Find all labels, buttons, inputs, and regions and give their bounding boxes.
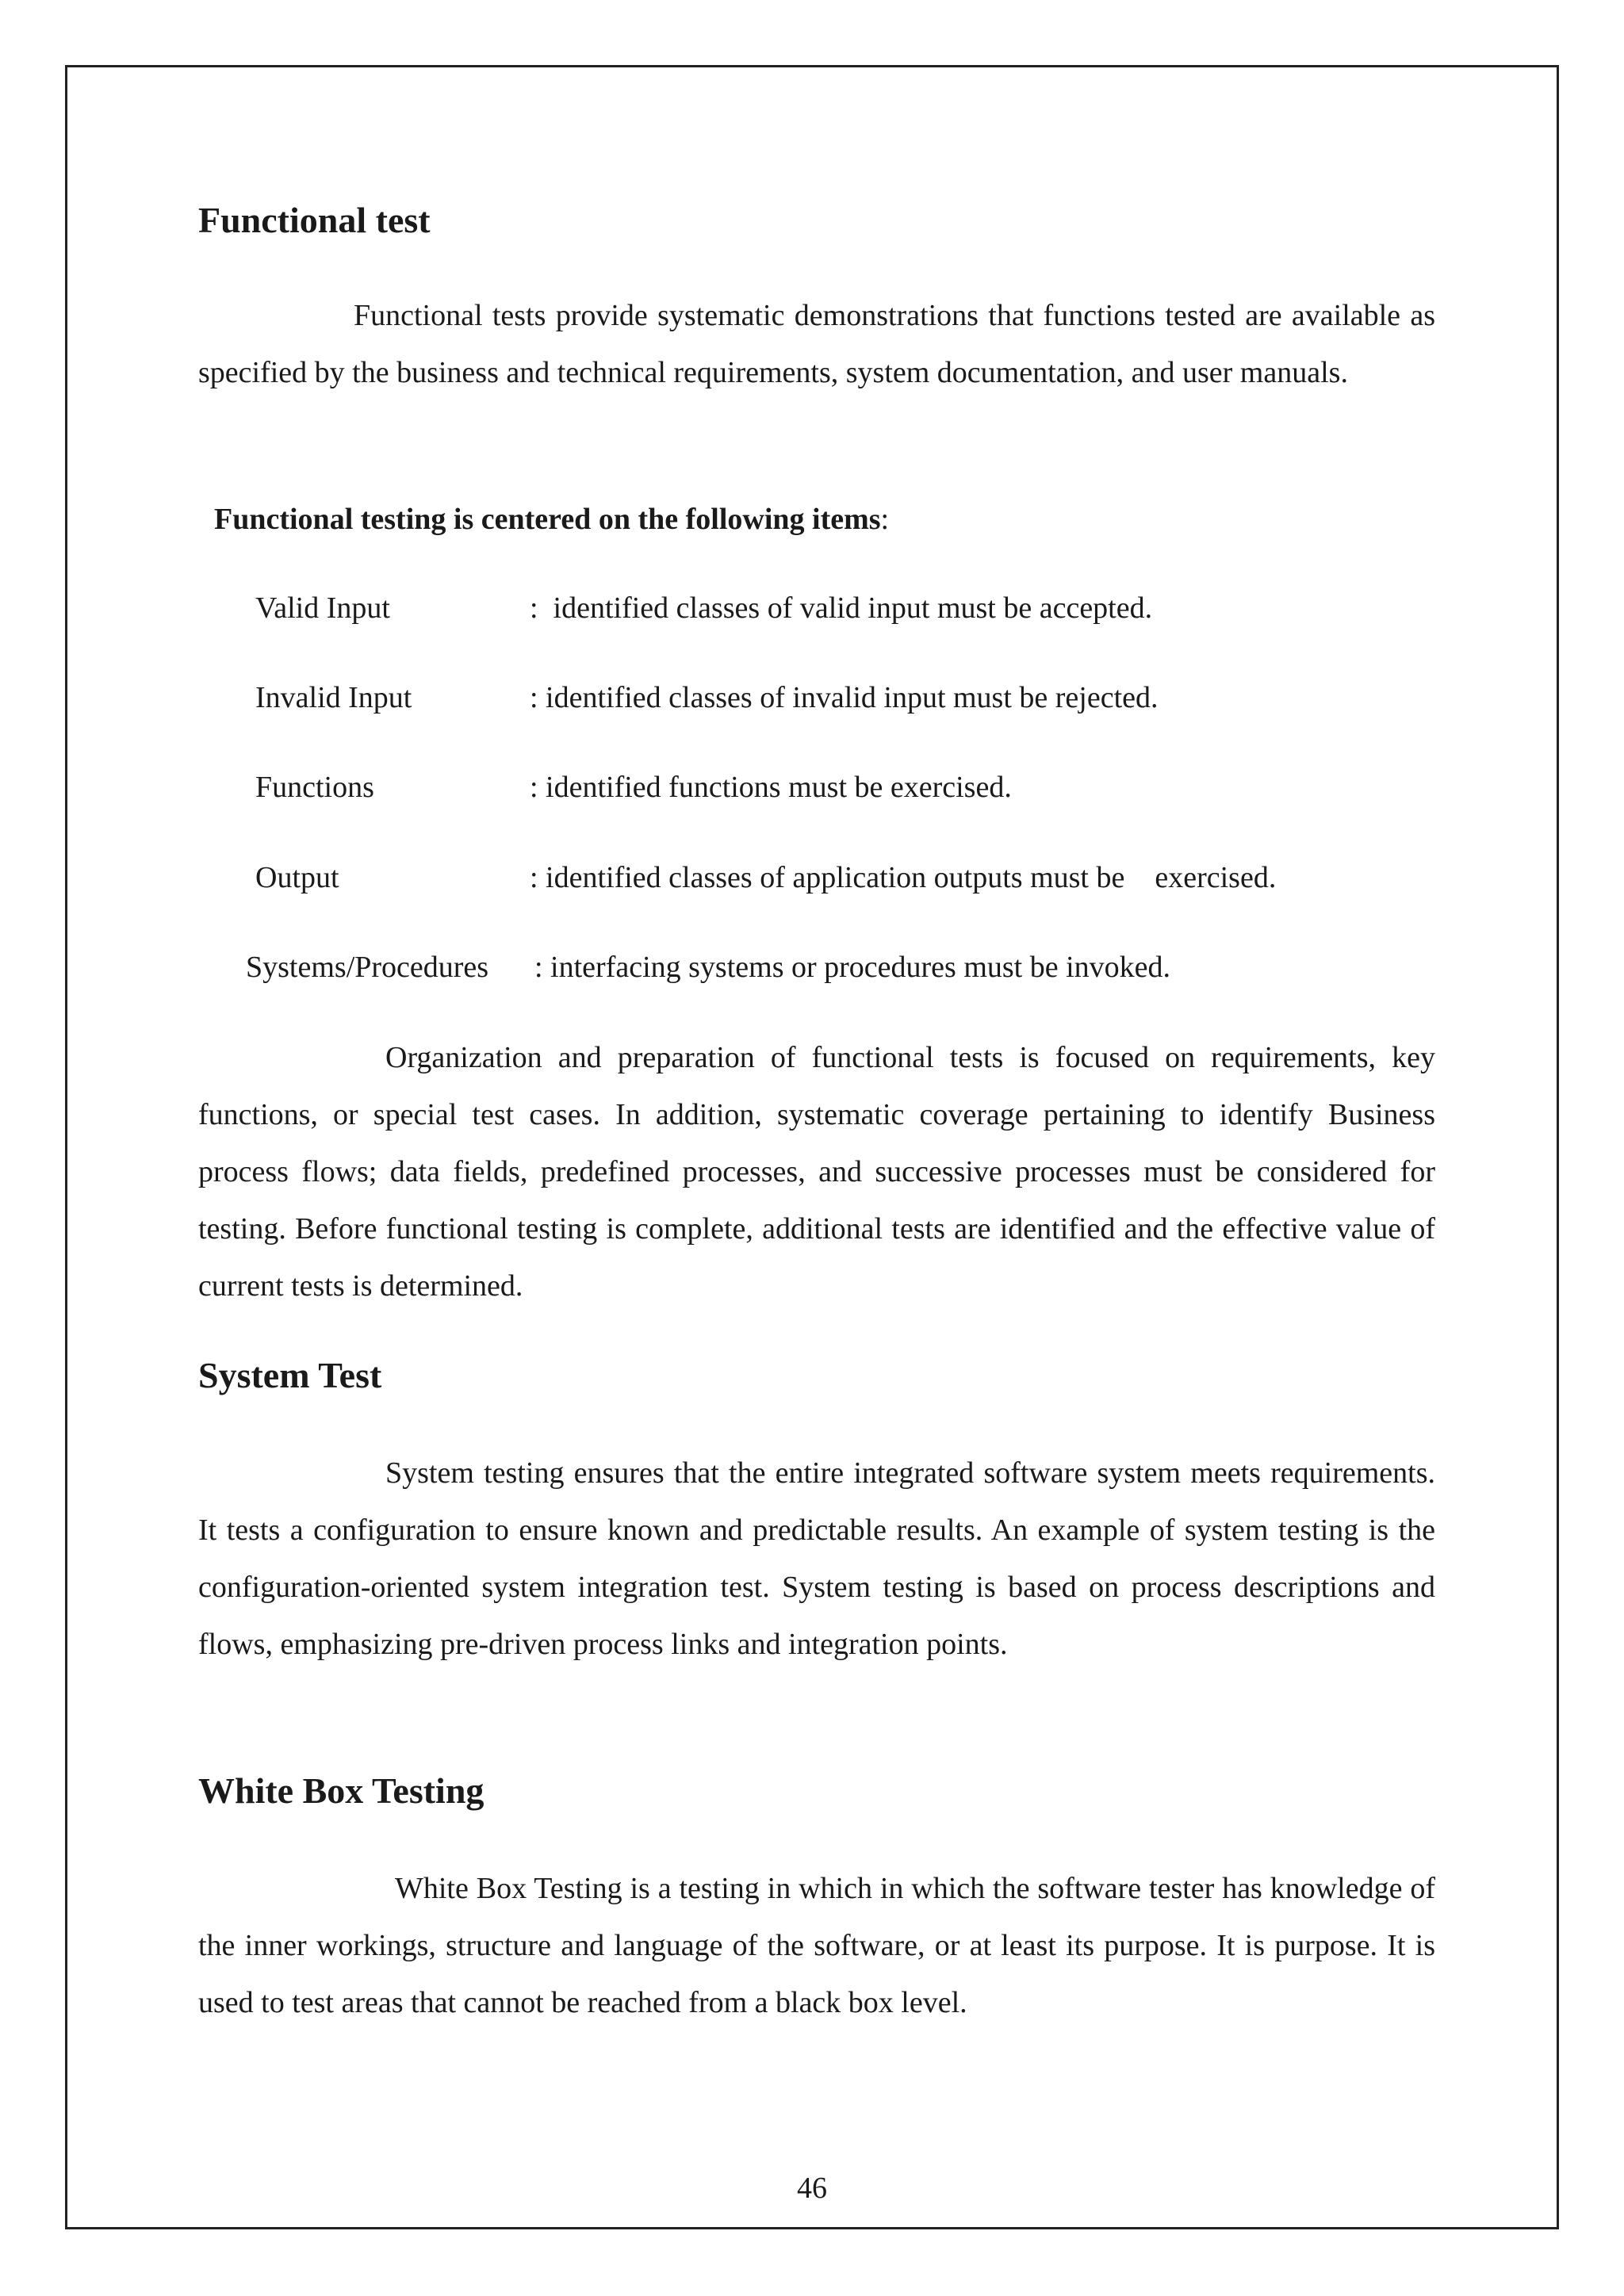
item-invalid-input [0, 678, 1624, 718]
item-term: Systems/Procedures [246, 951, 489, 984]
heading-functional-test: Functional test [198, 200, 431, 240]
items-lead-colon: : [880, 503, 890, 536]
item-systems-procedures [0, 947, 1624, 987]
heading-white-box-testing: White Box Testing [198, 1770, 485, 1811]
items-lead [214, 499, 889, 539]
item-description: : identified functions must be exercised. [530, 771, 1012, 804]
item-term: Functions [255, 771, 374, 804]
item-term: Output [255, 861, 339, 894]
item-functions [0, 767, 1624, 807]
item-description: : identified classes of application outputs must be exercised. [530, 861, 1277, 894]
item-term: Invalid Input [255, 681, 412, 714]
heading-system-test: System Test [198, 1355, 382, 1395]
page-number: 46 [797, 2172, 827, 2205]
item-description: : identified classes of valid input must be accepted. [530, 591, 1153, 625]
item-valid-input [0, 588, 1624, 628]
item-output [0, 858, 1624, 897]
item-description: : interfacing systems or procedures must be invoked. [534, 951, 1171, 984]
paragraph-functional-intro: Functional tests provide systematic demonstrations that functions tested are available as specified by the business and technical requirements, system documentation, and user manuals. [198, 299, 1435, 389]
paragraph-white-box-testing: White Box Testing is a testing in which in which the software tester has knowledge of the inner workings, structure and language of the software, or at least its purpose. It is purpose. It is used to test areas that cannot be reached from a black box level. [198, 1872, 1435, 2019]
item-description: : identified classes of invalid input must be rejected. [530, 681, 1159, 714]
paragraph-functional-closing: Organization and preparation of functional tests is focused on requirements, key functions, or special test cases. In addition, systematic coverage pertaining to identify Business process flows; data fields, predefined processes, and successive processes must be considered for testing. Before functional testing is complete, additional tests are identified and the effective value of current tests is determined. [198, 1041, 1435, 1303]
item-term: Valid Input [255, 591, 390, 625]
items-lead-bold: Functional testing is centered on the following items [214, 503, 881, 536]
paragraph-system-test: System testing ensures that the entire integrated software system meets requirements. It tests a configuration to ensure known and predictable results. An example of system testing is the configuration-oriented system integration test. System testing is based on process descriptions and flows, emphasizing pre-driven process links and integration points. [198, 1456, 1435, 1661]
